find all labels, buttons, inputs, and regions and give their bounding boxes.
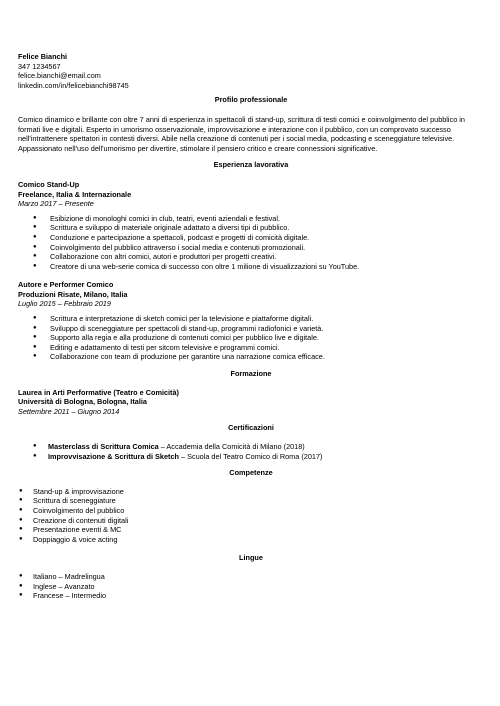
job-bullet: ● Esibizione di monologhi comici in club, teatri, eventi aziendali e festival. xyxy=(18,214,484,224)
education-entry xyxy=(18,388,484,417)
job-bullet: ● Collaborazione con altri comici, autori e produttori per progetti creativi. xyxy=(18,252,484,262)
languages-heading: Lingue xyxy=(239,553,263,563)
job-bullet: ● Editing e adattamento di testi per sitcom televisive e programmi comici. xyxy=(18,343,484,353)
job-bullet-list xyxy=(18,214,484,272)
education-dates: Settembre 2011 – Giugno 2014 xyxy=(18,406,120,416)
experience-heading: Esperienza lavorativa xyxy=(213,160,289,170)
skills-list xyxy=(18,487,484,545)
skill-item: ● Presentazione eventi & MC xyxy=(18,525,484,535)
profile-text: Comico dinamico e brillante con oltre 7 anni di esperienza in spettacoli di stand-up, scrittura di testi comici e coinvolgimento del pubblico in formati live e digitali. Esperto in umorismo osservazionale, improvvisazione e interazione con il pubblico, con un comprovato successo nell'intrattenere spettatori in contesti diversi. Abile nella creazione di contenuti per i social media, podcasting e sceneggiature televisive. Appassionato nell'uso dell'umorismo per divertire, stimolare il pensiero critico e creare connessioni significative. xyxy=(18,114,465,153)
job-bullet: ● Supporto alla regia e alla produzione di contenuti comici per pubblico live e digitale. xyxy=(18,333,484,343)
job-bullet: ● Scrittura e interpretazione di sketch comici per la televisione e piattaforme digitali. xyxy=(18,314,484,324)
job-dates: Luglio 2015 – Febbraio 2019 xyxy=(18,299,111,309)
certifications-list xyxy=(18,442,484,461)
certification-detail: – Accademia della Comicità di Milano (2018) xyxy=(158,442,305,451)
contact-linkedin[interactable]: linkedin.com/in/felicebianchi98745 xyxy=(18,80,129,90)
skills-heading: Competenze xyxy=(229,468,273,478)
resume-content xyxy=(18,52,484,601)
job-bullet: ● Scrittura e sviluppo di materiale originale adattato a diversi tipi di pubblico. xyxy=(18,223,484,233)
job-title: Comico Stand-Up xyxy=(18,179,80,189)
contact-block xyxy=(18,52,484,90)
job-dates: Marzo 2017 – Presente xyxy=(18,199,94,209)
language-item: ● Inglese – Avanzato xyxy=(18,582,484,592)
certification-title: Improvvisazione & Scrittura di Sketch xyxy=(48,451,179,461)
job-2 xyxy=(18,280,484,362)
job-company: Freelance, Italia & Internazionale xyxy=(18,189,132,199)
education-school: Università di Bologna, Bologna, Italia xyxy=(18,397,147,407)
certification-item xyxy=(18,442,484,452)
languages-list xyxy=(18,572,484,601)
certification-title: Masterclass di Scrittura Comica xyxy=(48,442,159,451)
certification-item xyxy=(18,452,484,462)
job-bullet: ● Coinvolgimento del pubblico attraverso i social media e contenuti promozionali. xyxy=(18,243,484,253)
job-title: Autore e Performer Comico xyxy=(18,280,114,290)
contact-email[interactable]: felice.bianchi@email.com xyxy=(18,71,101,81)
contact-phone: 347 1234567 xyxy=(18,61,61,71)
job-bullet: ● Creatore di una web-serie comica di successo con oltre 1 milione di visualizzazioni su YouTube. xyxy=(18,262,484,272)
certification-detail: – Scuola del Teatro Comico di Roma (2017) xyxy=(178,451,323,461)
job-company: Produzioni Risate, Milano, Italia xyxy=(18,289,128,299)
language-item: ● Italiano – Madrelingua xyxy=(18,572,484,582)
certifications-heading: Certificazioni xyxy=(228,423,274,433)
skill-item: ● Creazione di contenuti digitali xyxy=(18,516,484,526)
contact-name: Felice Bianchi xyxy=(18,52,68,61)
skill-item: ● Scrittura di sceneggiature xyxy=(18,496,484,506)
skill-item: ● Doppiaggio & voice acting xyxy=(18,535,484,545)
profile-heading: Profilo professionale xyxy=(214,95,288,105)
job-bullet: ● Collaborazione con team di produzione per garantire una narrazione comica efficace. xyxy=(18,352,484,362)
language-item: ● Francese – Intermedio xyxy=(18,591,484,601)
skill-item: ● Coinvolgimento del pubblico xyxy=(18,506,484,516)
job-1 xyxy=(18,180,484,271)
job-bullet: ● Sviluppo di sceneggiature per spettacoli di stand-up, programmi radiofonici e varietà. xyxy=(18,324,484,334)
education-heading: Formazione xyxy=(230,369,272,379)
skill-item: ● Stand-up & improvvisazione xyxy=(18,487,484,497)
education-degree: Laurea in Arti Performative (Teatro e Comicità) xyxy=(18,387,179,397)
job-bullet-list xyxy=(18,314,484,362)
job-bullet: ● Conduzione e partecipazione a spettacoli, podcast e progetti di comicità digitale. xyxy=(18,233,484,243)
